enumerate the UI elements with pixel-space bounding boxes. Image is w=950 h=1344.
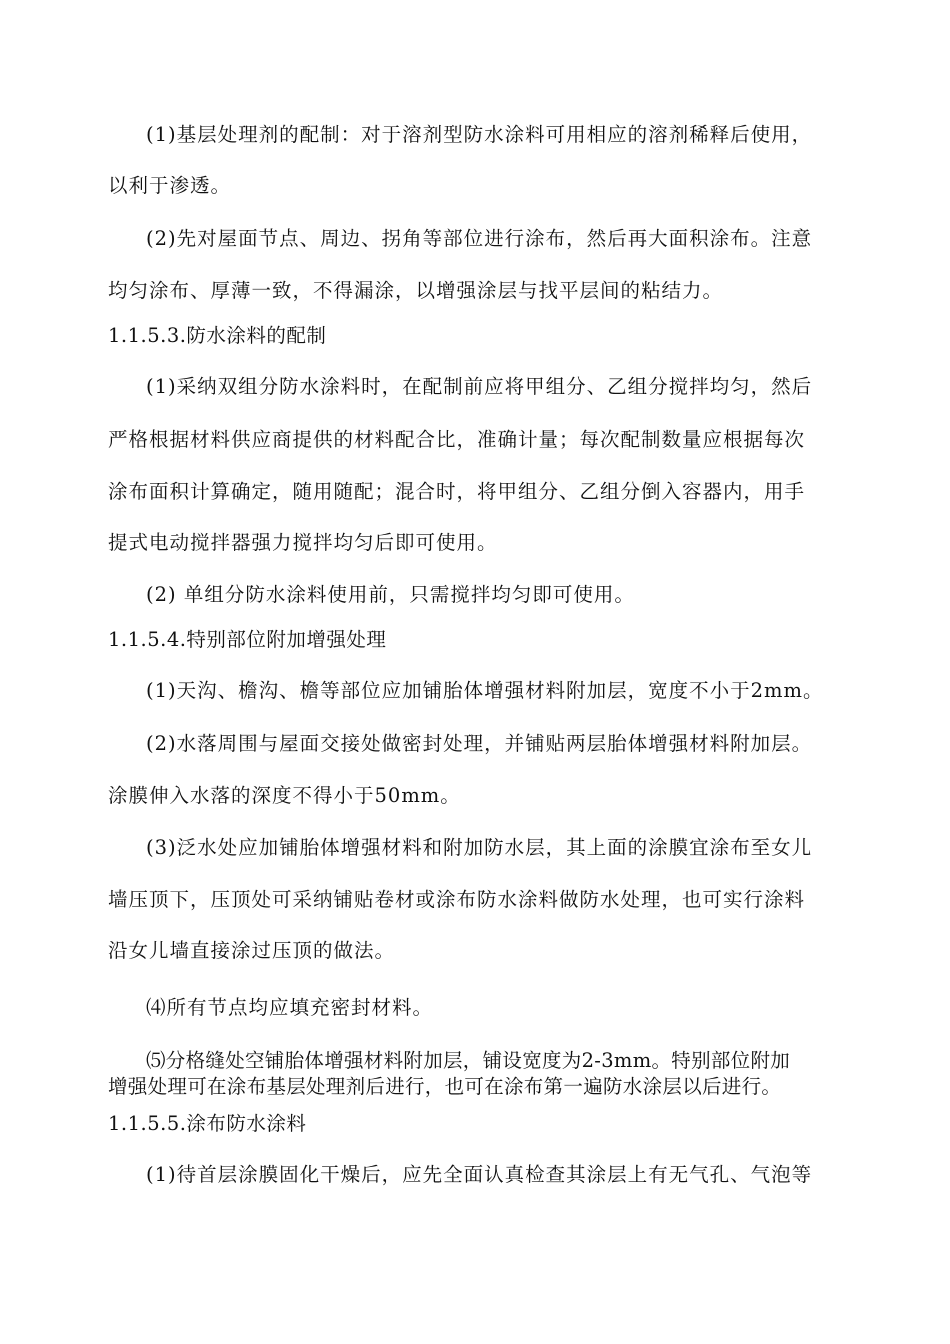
paragraph-line: ⑷所有节点均应填充密封材料。 — [146, 996, 434, 1019]
paragraph-line: (1)待首层涂膜固化干燥后，应先全面认真检查其涂层上有无气孔、气泡等 — [146, 1163, 813, 1186]
paragraph-line: 均匀涂布、厚薄一致，不得漏涂，以增强涂层与找平层间的粘结力。 — [108, 279, 724, 302]
paragraph-line: ⑸分格缝处空铺胎体增强材料附加层，铺设宽度为2-3mm。特别部位附加 — [146, 1049, 791, 1072]
paragraph-line: (1)基层处理剂的配制：对于溶剂型防水涂料可用相应的溶剂稀释后使用， — [146, 123, 813, 146]
section-heading: 1.1.5.5.涂布防水涂料 — [108, 1112, 307, 1135]
paragraph-line: 涂布面积计算确定，随用随配；混合时，将甲组分、乙组分倒入容器内，用手 — [108, 480, 806, 503]
paragraph-line: 沿女儿墙直接涂过压顶的做法。 — [108, 939, 396, 962]
paragraph-line: 严格根据材料供应商提供的材料配合比，准确计量；每次配制数量应根据每次 — [108, 428, 806, 451]
paragraph-line: 墙压顶下，压顶处可采纳铺贴卷材或涂布防水涂料做防水处理，也可实行涂料 — [108, 888, 806, 911]
paragraph-line: 提式电动搅拌器强力搅拌均匀后即可使用。 — [108, 531, 498, 554]
paragraph-line: (2)水落周围与屋面交接处做密封处理，并铺贴两层胎体增强材料附加层。 — [146, 732, 813, 755]
paragraph-line: 涂膜伸入水落的深度不得小于50mm。 — [108, 784, 461, 807]
paragraph-line: (2)先对屋面节点、周边、拐角等部位进行涂布，然后再大面积涂布。注意 — [146, 227, 813, 250]
section-heading: 1.1.5.4.特别部位附加增强处理 — [108, 628, 387, 651]
paragraph-line: 增强处理可在涂布基层处理剂后进行，也可在涂布第一遍防水涂层以后进行。 — [108, 1075, 782, 1098]
section-heading: 1.1.5.3.防水涂料的配制 — [108, 324, 327, 347]
paragraph-line: (3)泛水处应加铺胎体增强材料和附加防水层，其上面的涂膜宜涂布至女儿 — [146, 836, 813, 859]
paragraph-line: 以利于渗透。 — [108, 174, 232, 197]
paragraph-line: (2) 单组分防水涂料使用前，只需搅拌均匀即可使用。 — [146, 583, 635, 606]
paragraph-line: (1)采纳双组分防水涂料时，在配制前应将甲组分、乙组分搅拌均匀，然后 — [146, 375, 813, 398]
paragraph-line: (1)天沟、檐沟、檐等部位应加铺胎体增强材料附加层，宽度不小于2mm。 — [146, 679, 824, 702]
